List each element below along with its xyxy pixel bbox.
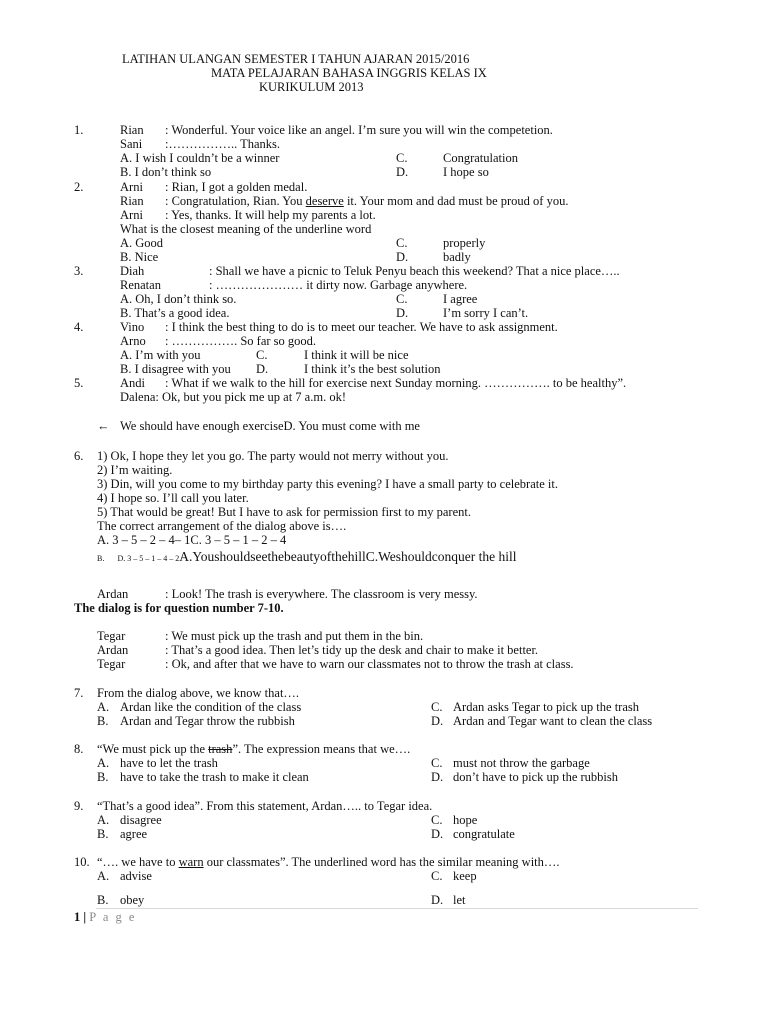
dialog-line: 3) Din, will you come to my birthday party this evening? I have a small party to celebrate it. xyxy=(97,477,558,491)
speaker: Rian xyxy=(120,194,144,208)
option-a: advise xyxy=(120,869,152,883)
speaker: Tegar xyxy=(97,629,126,643)
option-b: B. I disagree with you xyxy=(120,362,231,376)
option-d-letter: D. xyxy=(396,165,409,179)
speaker: Arni xyxy=(120,208,143,222)
question-prompt: The correct arrangement of the dialog above is…. xyxy=(97,519,347,533)
section-heading: The dialog is for question number 7-10. xyxy=(74,601,284,615)
question-number: 5. xyxy=(74,376,84,390)
option-c-letter: C. xyxy=(396,236,408,250)
option-d: Ardan and Tegar want to clean the class xyxy=(453,714,653,728)
option-c: I think it will be nice xyxy=(304,348,409,362)
page-number: 1 xyxy=(74,910,81,924)
option-c-letter: C. xyxy=(431,869,443,883)
option-c: I agree xyxy=(443,292,478,306)
dialog-line: : Shall we have a picnic to Teluk Penyu beach this weekend? That a nice place….. xyxy=(209,264,620,278)
dialog-line: : Rian, I got a golden medal. xyxy=(165,180,308,194)
speaker: Ardan xyxy=(97,587,129,601)
option-c-large: C.Weshouldconquer the hill xyxy=(365,549,517,564)
option-a: disagree xyxy=(120,813,162,827)
option-c-letter: C. xyxy=(431,700,443,714)
speaker: Tegar xyxy=(97,657,126,671)
option-d: I’m sorry I can’t. xyxy=(443,306,529,320)
speaker: Vino xyxy=(120,320,145,334)
option-d-letter: D. xyxy=(431,714,444,728)
dialog-line: : We must pick up the trash and put them in the bin. xyxy=(165,629,424,643)
option-b-letter: B. xyxy=(97,554,105,563)
page-label: P a g e xyxy=(89,910,137,924)
dialog-line: : Congratulation, Rian. You deserve it. Your mom and dad must be proud of you. xyxy=(165,194,569,208)
option-a: A. Good xyxy=(120,236,164,250)
speaker: Arno xyxy=(120,334,146,348)
question-number: 1. xyxy=(74,123,84,137)
option-b: B. That’s a good idea. xyxy=(120,306,230,320)
option-a: A. I wish I couldn’t be a winner xyxy=(120,151,280,165)
option-b-letter: B. xyxy=(97,714,109,728)
question-number: 2. xyxy=(74,180,84,194)
option-d: don’t have to pick up the rubbish xyxy=(453,770,619,784)
question-stem: “That’s a good idea”. From this statement, Ardan….. to Tegar idea. xyxy=(97,799,433,813)
option-c-letter: C. xyxy=(396,292,408,306)
option-d: I think it’s the best solution xyxy=(304,362,441,376)
question-number: 9. xyxy=(74,799,84,813)
dialog-line: : Look! The trash is everywhere. The classroom is very messy. xyxy=(165,587,478,601)
dialog-line: 4) I hope so. I’ll call you later. xyxy=(97,491,249,505)
dialog-line: 1) Ok, I hope they let you go. The party would not merry without you. xyxy=(97,449,449,463)
speaker: Sani xyxy=(120,137,143,151)
dialog-line: : Yes, thanks. It will help my parents a lot. xyxy=(165,208,376,222)
option-b: B. I don’t think so xyxy=(120,165,212,179)
header-line-3: KURIKULUM 2013 xyxy=(259,80,364,94)
question-number: 6. xyxy=(74,449,84,463)
header-line-1: LATIHAN ULANGAN SEMESTER I TAHUN AJARAN 2015/2016 xyxy=(122,52,470,66)
speaker: Ardan xyxy=(97,643,129,657)
option-d-letter: D. xyxy=(256,362,269,376)
option-b: obey xyxy=(120,893,145,907)
option-a-letter: A. xyxy=(97,869,110,883)
dialog-line: : That’s a good idea. Then let’s tidy up the desk and chair to make it better. xyxy=(165,643,539,657)
dialog-line: : What if we walk to the hill for exercise next Sunday morning. ……………. to be healthy”. xyxy=(165,376,627,390)
option-c-letter: C. xyxy=(256,348,268,362)
option-d-letter: D. xyxy=(396,306,409,320)
question-number: 4. xyxy=(74,320,84,334)
option-d: congratulate xyxy=(453,827,515,841)
option-b-letter: B. xyxy=(97,827,109,841)
question-number: 8. xyxy=(74,742,84,756)
question-stem: From the dialog above, we know that…. xyxy=(97,686,300,700)
dialog-line: : Wonderful. Your voice like an angel. I’m sure you will win the competetion. xyxy=(165,123,553,137)
option-d-letter: D. xyxy=(431,893,444,907)
option-b: Ardan and Tegar throw the rubbish xyxy=(120,714,295,728)
footer-separator: | xyxy=(83,910,87,924)
option-c-letter: C. xyxy=(396,151,408,165)
underlined-word: trash xyxy=(208,742,233,756)
dialog-line: : ……………. So far so good. xyxy=(165,334,317,348)
dialog-line: :…………….. Thanks. xyxy=(165,137,281,151)
question-stem: “…. we have to warn our classmates”. The underlined word has the similar meaning with…. xyxy=(97,855,560,869)
option-a-letter: A. xyxy=(97,813,110,827)
option-b-letter: B. xyxy=(97,770,109,784)
speaker: Andi xyxy=(120,376,145,390)
option-line-mixed xyxy=(97,550,517,566)
underlined-word: warn xyxy=(178,855,204,869)
option-line: We should have enough exerciseD. You must come with me xyxy=(120,419,420,433)
option-a: Ardan like the condition of the class xyxy=(120,700,302,714)
option-a-letter: A. xyxy=(97,700,110,714)
question-number: 3. xyxy=(74,264,84,278)
underlined-word: deserve xyxy=(305,194,344,208)
option-d: let xyxy=(453,893,466,907)
option-a: A. I’m with you xyxy=(120,348,201,362)
option-c: properly xyxy=(443,236,486,250)
speaker: Renatan xyxy=(120,278,161,292)
option-a-letter: A. xyxy=(97,756,110,770)
footer-divider xyxy=(96,908,698,909)
option-c-letter: C. xyxy=(431,813,443,827)
option-d-letter: D. xyxy=(431,770,444,784)
speaker: Arni xyxy=(120,180,143,194)
question-number: 10. xyxy=(74,855,90,869)
option-d: badly xyxy=(443,250,471,264)
option-b: agree xyxy=(120,827,148,841)
page-footer xyxy=(74,910,136,924)
dialog-line: : Ok, and after that we have to warn our classmates not to throw the trash at class. xyxy=(165,657,574,671)
option-a: have to let the trash xyxy=(120,756,218,770)
option-c: Congratulation xyxy=(443,151,518,165)
dialog-line: 5) That would be great! But I have to ask for permission first to my parent. xyxy=(97,505,471,519)
option-c: hope xyxy=(453,813,478,827)
option-b: B. Nice xyxy=(120,250,159,264)
header-line-2: MATA PELAJARAN BAHASA INGGRIS KELAS IX xyxy=(211,66,487,80)
option-c: Ardan asks Tegar to pick up the trash xyxy=(453,700,639,714)
option-c: keep xyxy=(453,869,477,883)
question-prompt: What is the closest meaning of the underline word xyxy=(120,222,372,236)
speaker: Rian xyxy=(120,123,144,137)
dialog-line: 2) I’m waiting. xyxy=(97,463,173,477)
question-stem: “We must pick up the trash”. The expression means that we…. xyxy=(97,742,411,756)
option-b-letter: B. xyxy=(97,893,109,907)
option-d-letter: D. xyxy=(396,250,409,264)
option-d-small: D. 3 – 5 – 1 – 4 – 2 xyxy=(117,554,180,563)
option-c: must not throw the garbage xyxy=(453,756,590,770)
option-a-large: A.Youshouldseethebeautyofthehill xyxy=(179,549,366,564)
option-line: A. 3 – 5 – 2 – 4– 1C. 3 – 5 – 1 – 2 – 4 xyxy=(97,533,287,547)
arrow-left-icon: ← xyxy=(97,419,110,433)
dialog-line: : ………………… it dirty now. Garbage anywhere. xyxy=(209,278,468,292)
question-number: 7. xyxy=(74,686,84,700)
option-d: I hope so xyxy=(443,165,489,179)
option-b: have to take the trash to make it clean xyxy=(120,770,309,784)
option-c-letter: C. xyxy=(431,756,443,770)
dialog-line: : I think the best thing to do is to meet our teacher. We have to ask assignment. xyxy=(165,320,558,334)
speaker: Diah xyxy=(120,264,145,278)
option-d-letter: D. xyxy=(431,827,444,841)
option-a: A. Oh, I don’t think so. xyxy=(120,292,237,306)
dialog-line: Dalena: Ok, but you pick me up at 7 a.m. ok! xyxy=(120,390,346,404)
